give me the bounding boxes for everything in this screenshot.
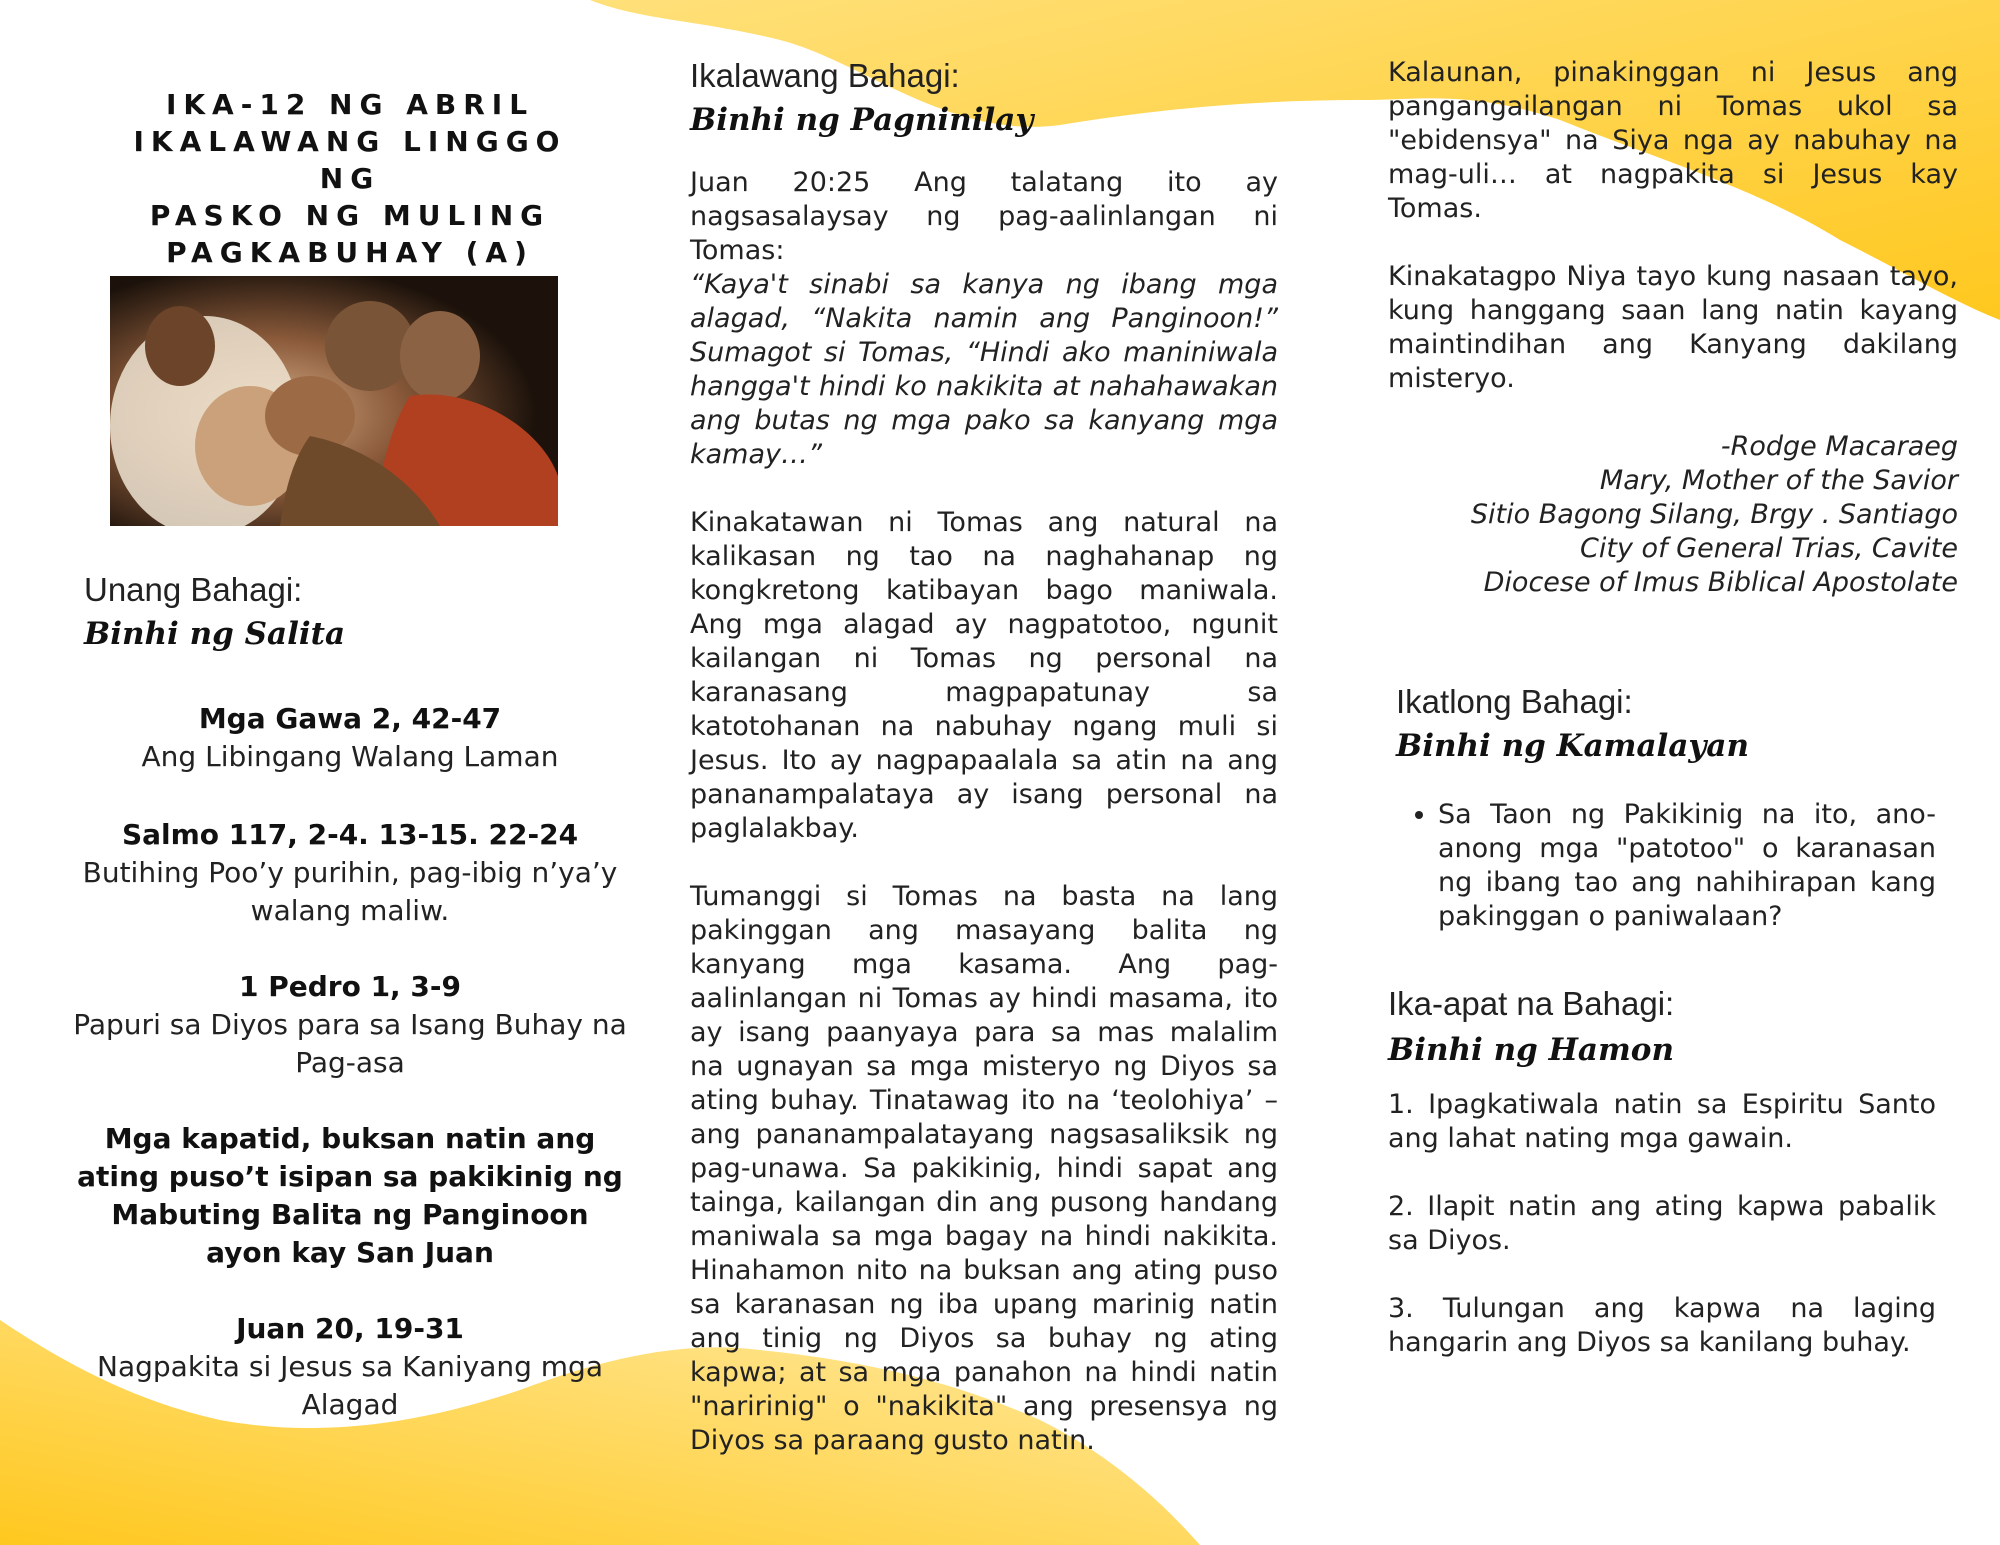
part2-subtitle: Binhi ng Pagninilay <box>690 102 1034 138</box>
signature-line: Sitio Bagong Silang, Brgy . Santiago <box>1470 499 1958 530</box>
reading-3 <box>70 968 630 1082</box>
part4-label: Ika-apat na Bahagi: <box>1388 985 1675 1022</box>
part3-subtitle: Binhi ng Kamalayan <box>1396 728 1750 764</box>
reading-title: Butihing Poo’y purihin, pag-ibig n’ya’y walang maliw. <box>82 856 618 927</box>
reflection-text <box>690 166 1278 1458</box>
title-line: PAGKABUHAY (A) <box>166 236 534 269</box>
part1-label: Unang Bahagi: <box>84 571 303 608</box>
author-signature <box>1388 430 1958 600</box>
reflection-paragraph: Tumanggi si Tomas na basta na lang pakinggan ang masayang balita ng kanyang mga kasama. Ang pag-aalinlangan ni Tomas ay hindi masama, ito ay isang paanyaya para sa mas malalim na ugnayan sa mga misteryo ng Diyos sa ating buhay. Tinatawag ito na ‘teolohiya’ – ang pananampalatayang nagsasaliksik ng pag-unawa. Sa pakikinig, hindi sapat ang tainga, kailangan din ang pusong handang maniwala sa mga bagay na hindi nakikita. Hinahamon nito na buksan ang ating puso sa karanasan ng iba upang marinig natin ang tinig ng Diyos sa buhay ng ating kapwa; at sa mga panahon na hindi natin "naririnig" o "nakikita" ang presensya ng Diyos sa paraang gusto natin. <box>690 881 1278 1456</box>
challenge-list <box>1388 1088 1936 1394</box>
signature-line: Diocese of Imus Biblical Apostolate <box>1483 567 1958 598</box>
reading-1 <box>70 700 630 776</box>
part3-label: Ikatlong Bahagi: <box>1396 683 1633 720</box>
reading-ref: 1 Pedro 1, 3-9 <box>238 970 462 1003</box>
gospel-quote: “Kaya't sinabi sa kanya ng ibang mga alagad, “Nakita namin ang Panginoon!” Sumagot si Tomas, “Hindi ako maniniwala hangga't hindi ko nakikita at nahahawakan ang butas ng mga pako sa kanyang mga kamay…” <box>690 269 1278 470</box>
reflection-paragraph: Kalaunan, pinakinggan ni Jesus ang pangangailangan ni Tomas ukol sa "ebidensya" na Siya nga ay nabuhay na mag-uli… at nagpakita si Jesus kay Tomas. <box>1388 57 1958 224</box>
reflection-question: • Sa Taon ng Pakikinig na ito, ano-anong mga "patotoo" o karanasan ng ibang tao ang nahihirapan kang pakinggan o paniwalaan? <box>1438 798 1936 934</box>
gospel-reading <box>70 1310 630 1424</box>
reflection-continued <box>1388 56 1958 396</box>
page-title <box>100 86 600 271</box>
reading-ref: Mga Gawa 2, 42-47 <box>198 702 502 735</box>
title-line: IKA-12 NG ABRIL <box>165 88 535 121</box>
title-line: PASKO NG MULING <box>149 199 551 232</box>
reading-title: Papuri sa Diyos para sa Isang Buhay na Pag-asa <box>73 1008 627 1079</box>
challenge-item: 2. Ilapit natin ang ating kapwa pabalik sa Diyos. <box>1388 1191 1936 1256</box>
gospel-invitation: Mga kapatid, buksan natin ang ating puso’t isipan sa pakikinig ng Mabuting Balita ng Panginoon ayon kay San Juan <box>77 1122 623 1269</box>
reflection-intro: Juan 20:25 Ang talatang ito ay nagsasalaysay ng pag-aalinlangan ni Tomas: <box>690 167 1278 266</box>
reading-title: Nagpakita si Jesus sa Kaniyang mga Alagad <box>97 1350 603 1421</box>
reading-title: Ang Libingang Walang Laman <box>141 740 559 773</box>
signature-line: Mary, Mother of the Savior <box>1599 465 1958 496</box>
incredulity-of-st-thomas-painting <box>110 276 558 526</box>
signature-line: City of General Trias, Cavite <box>1580 533 1958 564</box>
reading-ref: Juan 20, 19-31 <box>236 1312 464 1345</box>
part4-subtitle: Binhi ng Hamon <box>1388 1032 1675 1068</box>
title-line: IKALAWANG LINGGO NG <box>133 125 567 195</box>
challenge-item: 1. Ipagkatiwala natin sa Espiritu Santo ang lahat nating mga gawain. <box>1388 1089 1936 1154</box>
reflection-question-list <box>1396 798 1936 934</box>
reflection-paragraph: Kinakatagpo Niya tayo kung nasaan tayo, kung hanggang saan lang natin kayang maintindihan ang Kanyang dakilang misteryo. <box>1388 261 1958 394</box>
part1-subtitle: Binhi ng Salita <box>84 616 346 652</box>
reading-ref: Salmo 117, 2-4. 13-15. 22-24 <box>121 818 579 851</box>
author-name: -Rodge Macaraeg <box>1720 431 1958 462</box>
part2-label: Ikalawang Bahagi: <box>690 57 960 94</box>
challenge-item: 3. Tulungan ang kapwa na laging hangarin ang Diyos sa kanilang buhay. <box>1388 1293 1936 1358</box>
reading-2 <box>70 816 630 930</box>
reflection-paragraph: Kinakatawan ni Tomas ang natural na kalikasan ng tao na naghahanap ng kongkretong katibayan bago maniwala. Ang mga alagad ay nagpatotoo, ngunit kailangan ni Tomas ng personal na karanasang magpapatunay sa katotohanan na nabuhay ngang muli si Jesus. Ito ay nagpapaalala sa atin na ang pananampalataya ay isang personal na paglalakbay. <box>690 507 1278 844</box>
